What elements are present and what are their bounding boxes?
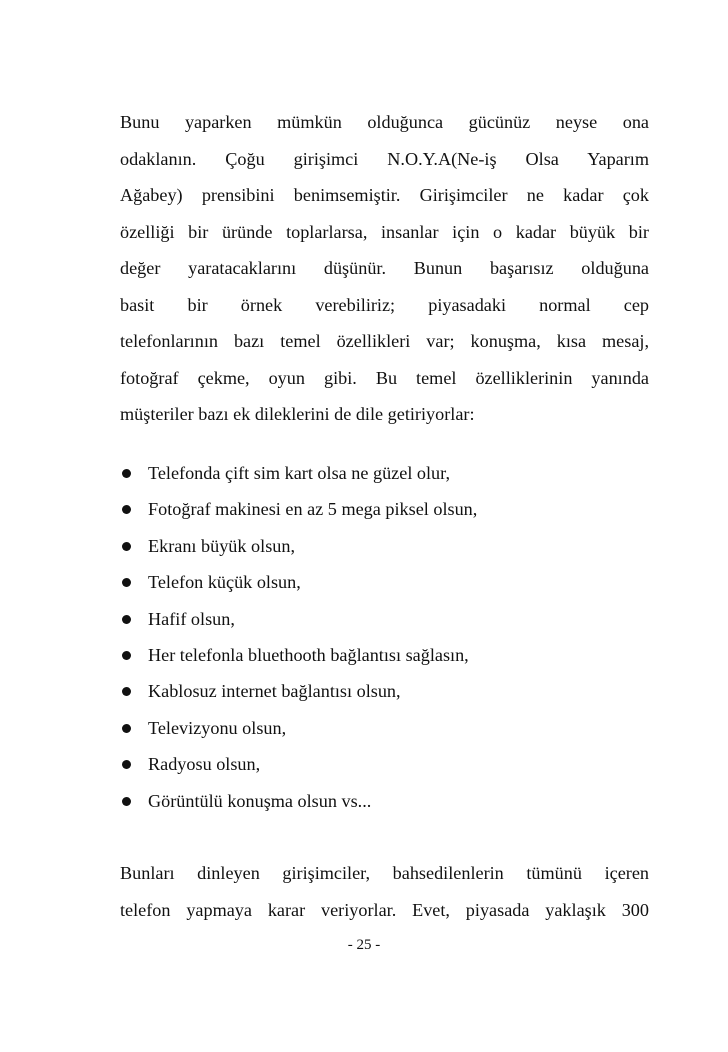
list-item-text: Ekranı büyük olsun,	[148, 535, 296, 556]
paragraph-line: değer yaratacaklarını düşünür. Bunun başarısız olduğuna	[120, 258, 649, 278]
list-item	[120, 528, 649, 564]
list-item	[120, 491, 649, 527]
bullet-icon	[122, 615, 131, 624]
bullet-icon	[122, 651, 131, 660]
list-item	[120, 783, 649, 819]
paragraph-line: telefonlarının bazı temel özellikleri var; konuşma, kısa mesaj,	[120, 331, 649, 351]
bullet-icon	[122, 724, 131, 733]
paragraph-line: Bunu yaparken mümkün olduğunca gücünüz neyse ona	[120, 112, 649, 132]
list-item	[120, 455, 649, 491]
bullet-icon	[122, 505, 131, 514]
list-item	[120, 673, 649, 709]
list-item-text: Radyosu olsun,	[148, 754, 261, 775]
bullet-icon	[122, 760, 131, 769]
list-item	[120, 601, 649, 637]
list-item-text: Görüntülü konuşma olsun vs...	[148, 790, 372, 811]
list-item-text: Fotoğraf makinesi en az 5 mega piksel olsun,	[148, 499, 478, 520]
list-item	[120, 746, 649, 782]
paragraph-intro	[120, 104, 649, 433]
paragraph-line: müşteriler bazı ek dileklerini de dile getiriyorlar:	[120, 404, 475, 424]
list-item-text: Telefonda çift sim kart olsa ne güzel olur,	[148, 463, 451, 483]
bullet-icon	[122, 469, 131, 478]
list-item	[120, 710, 649, 746]
paragraph-conclusion	[120, 855, 649, 928]
list-item-text: Telefon küçük olsun,	[148, 572, 301, 593]
list-item-text: Televizyonu olsun,	[148, 717, 287, 738]
list-item-text: Kablosuz internet bağlantısı olsun,	[148, 681, 401, 702]
paragraph-line: odaklanın. Çoğu girişimci N.O.Y.A(Ne-iş Olsa Yaparım	[120, 148, 649, 169]
list-item	[120, 637, 649, 673]
paragraph-line: basit bir örnek verebiliriz; piyasadaki normal cep	[120, 294, 649, 315]
bullet-icon	[122, 797, 131, 806]
list-item-text: Her telefonla bluethooth bağlantısı sağlasın,	[148, 644, 469, 665]
list-item	[120, 564, 649, 600]
paragraph-line: Bunları dinleyen girişimciler, bahsedilenlerin tümünü içeren	[120, 863, 649, 883]
bullet-icon	[122, 687, 131, 696]
paragraph-line: Ağabey) prensibini benimsemiştir. Girişimciler ne kadar çok	[120, 185, 649, 205]
feature-wish-list	[120, 455, 649, 819]
list-item-text: Hafif olsun,	[148, 608, 235, 629]
page-number: - 25 -	[347, 937, 381, 953]
bullet-icon	[122, 542, 131, 551]
paragraph-line: özelliği bir üründe toplarlarsa, insanlar için o kadar büyük bir	[120, 221, 649, 242]
bullet-icon	[122, 578, 131, 587]
paragraph-line: telefon yapmaya karar veriyorlar. Evet, piyasada yaklaşık 300	[120, 899, 649, 920]
paragraph-line: fotoğraf çekme, oyun gibi. Bu temel özelliklerinin yanında	[120, 367, 649, 388]
